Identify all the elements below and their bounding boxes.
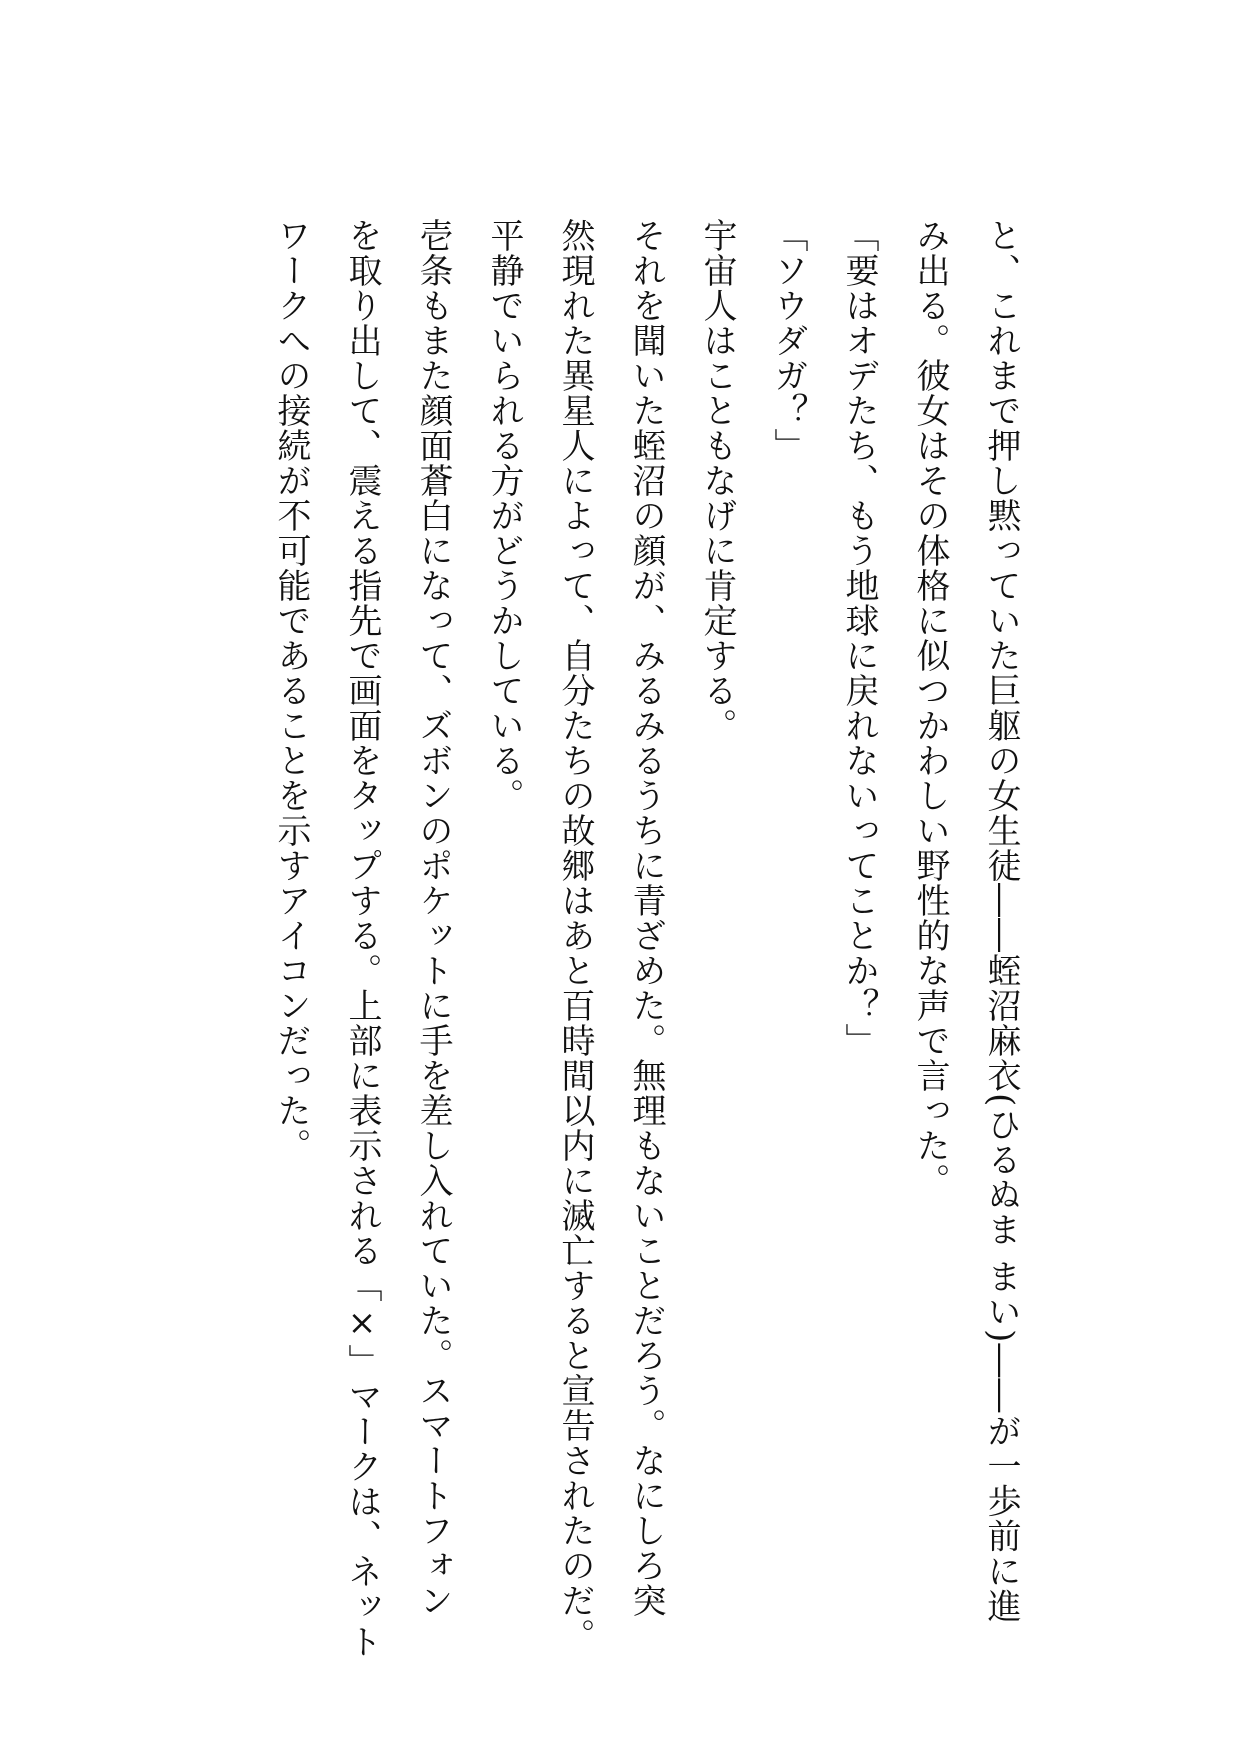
text-line-2: み出る。彼女はその体格に似つかわしい野性的な声で言った。	[910, 218, 950, 1198]
text-line-11: ワークへの接続が不可能であることを示すアイコンだった。	[271, 218, 311, 1163]
text-line-10: を取り出して、震える指先で画面をタップする。上部に表示される「×」マークは、ネット	[342, 218, 382, 1659]
vertical-text-body	[255, 218, 1036, 1659]
text-line-9: 壱条もまた顔面蒼白になって、ズボンのポケットに手を差し入れていた。スマートフォン	[413, 218, 453, 1618]
text-line-8: 平静でいられる方がどうかしている。	[484, 218, 524, 813]
text-line-7: 然現れた異星人によって、自分たちの故郷はあと百時間以内に滅亡すると宣告されたのだ。	[555, 218, 595, 1653]
text-line-3: 「要はオデたち、もう地球に戻れないってことか？」	[839, 218, 879, 1058]
text-line-4: 「ソウダガ？」	[768, 218, 808, 463]
text-line-6: それを聞いた蛭沼の顔が、みるみるうちに青ざめた。無理もないことだろう。なにしろ突	[626, 218, 666, 1618]
text-line-5: 宇宙人はこともなげに肯定する。	[697, 218, 737, 743]
text-line-1: と、これまで押し黙っていた巨躯の女生徒――蛭沼麻衣(ひるぬま まい)――が一歩前に進	[981, 218, 1021, 1624]
